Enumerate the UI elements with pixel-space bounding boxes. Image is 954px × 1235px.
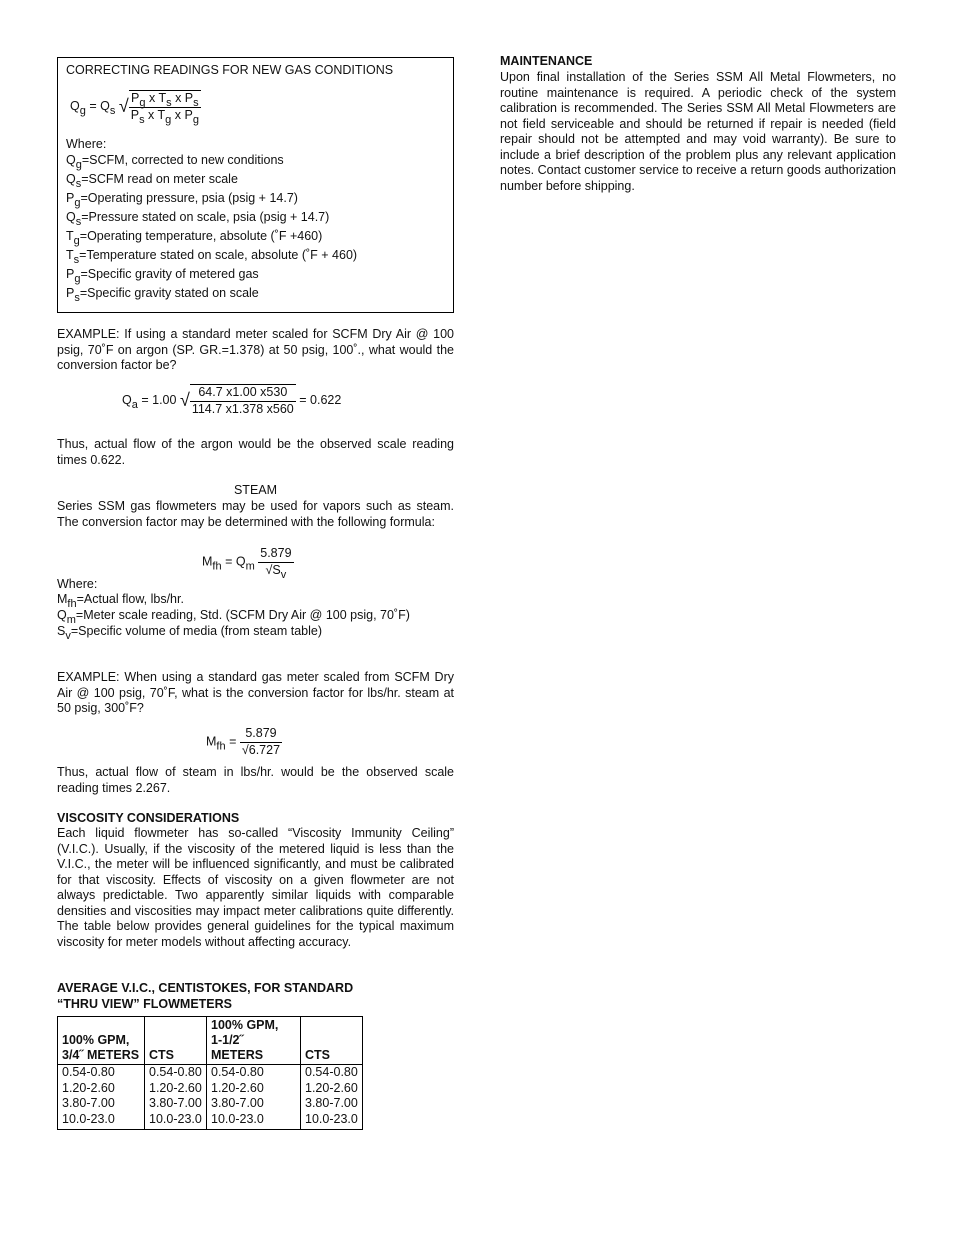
definition-item: $T_s=Temperature$ stated on scale, absolute (˚F + 460) xyxy=(66,248,358,266)
table-row: 3.80-7.00 3.80-7.00 3.80-7.00 3.80-7.00 xyxy=(58,1096,363,1112)
definition-item: $S_v=Specific$ volume of media (from steam table) xyxy=(57,624,322,642)
column-header: 100% GPM, 3/4˝ METERS xyxy=(58,1017,145,1065)
column-header: 100% GPM, 1-1/2˝ METERS xyxy=(207,1017,301,1065)
box-where: Where: xyxy=(66,137,107,151)
gas-formula: $Q_g = Q_s$ √ $\frac{P_g x T_s x P_s}{P_s x T_g x P_g}$ xyxy=(70,91,199,126)
column-header: CTS xyxy=(145,1017,207,1065)
table-header-row xyxy=(58,1017,363,1065)
argon-formula: $Q_a = 1.00$ √ $\frac{64.7 x1.00 x530}{114.7 x1.378 x560}$ = 0.622 xyxy=(122,385,342,416)
steam-example-formula: $M_{fh}$ = $\frac{5.879}{√6.727}$ xyxy=(206,726,281,757)
viscosity-heading: VISCOSITY CONSIDERATIONS xyxy=(57,811,240,825)
column-header: CTS xyxy=(301,1017,363,1065)
table-row: 1.20-2.60 1.20-2.60 1.20-2.60 1.20-2.60 xyxy=(58,1081,363,1097)
definition-item: $Q_s=SCFM$ read on meter scale xyxy=(66,172,238,190)
table-title: AVERAGE V.I.C., CENTISTOKES, FOR STANDARD “THRU VIEW” FLOWMETERS xyxy=(57,981,354,1011)
steam-formula: $M_{fh} = Q_m$ $\frac{5.879}{√S_v}$ xyxy=(202,546,292,581)
steam-where: Where: xyxy=(57,577,98,591)
definition-item: $Q_g=SCFM$, corrected to new conditions xyxy=(66,153,284,171)
example2-text: EXAMPLE: When using a standard gas meter scaled from SCFM Dry Air @ 100 psig, 70˚F, what is the conversion factor for lbs/hr. steam at 50 psig, 300˚F? xyxy=(57,670,454,715)
definition-item: $P_g=Specific$ gravity of metered gas xyxy=(66,267,259,285)
table-row: 0.54-0.80 0.54-0.80 0.54-0.80 0.54-0.80 xyxy=(58,1065,363,1081)
example1-conclusion: Thus, actual flow of the argon would be the observed scale reading times 0.622. xyxy=(57,437,454,467)
viscosity-text: Each liquid flowmeter has so-called “Viscosity Immunity Ceiling” (V.I.C.). Usually, if the viscosity of the metered liquid is less than the V.I.C., the meter will be influenced significantly, and must be calibrated for that viscosity. Effects of viscosity on a given flowmeter are not always predictable. Two apparently similar liquids with comparable densities and viscosities may impact meter calibrations quite differently. The table below provides general guidelines for the typical maximum viscosity for meter models without affecting accuracy. xyxy=(57,826,454,949)
definition-item: $M_{fh}=Actual$ flow, lbs/hr. xyxy=(57,592,184,610)
definition-item: $P_s=Specific$ gravity stated on scale xyxy=(66,286,259,304)
maintenance-text: Upon final installation of the Series SSM All Metal Flowmeters, no routine maintenance is required. A periodic check of the system calibration is recommended. The Series SSM All Metal Flowmeters are not field serviceable and should be returned if repair is needed (field repair should not be attempted and may void warranty). Be sure to include a brief description of the problem plus any relevant application notes. Contact customer service to receive a return goods authorization number before shipping. xyxy=(500,70,896,193)
definition-item: $T_g=Operating$ temperature, absolute (˚F +460) xyxy=(66,229,323,247)
gas-correction-box xyxy=(57,57,454,313)
steam-heading: STEAM xyxy=(233,483,278,497)
sqrt-symbol: √ xyxy=(179,389,190,410)
definition-item: $Q_m=Meter$ scale reading, Std. (SCFM Dry Air @ 100 psig, 70˚F) xyxy=(57,608,410,626)
definition-item: $Q_s=Pressure$ stated on scale, psia (psig + 14.7) xyxy=(66,210,330,228)
maintenance-heading: MAINTENANCE xyxy=(500,54,593,68)
box-title: CORRECTING READINGS FOR NEW GAS CONDITIONS xyxy=(66,63,394,77)
definition-item: $P_g=Operating$ pressure, psia (psig + 14.7) xyxy=(66,191,298,209)
vic-table xyxy=(57,1016,363,1130)
box-definitions xyxy=(66,151,357,303)
sqrt-symbol: √ xyxy=(118,95,129,116)
example1-text: EXAMPLE: If using a standard meter scaled for SCFM Dry Air @ 100 psig, 70˚F on argon (SP. GR.=1.378) at 50 psig, 100˚., what would the conversion factor be? xyxy=(57,327,454,372)
steam-definitions xyxy=(57,592,410,640)
table-row: 10.0-23.0 10.0-23.0 10.0-23.0 10.0-23.0 xyxy=(58,1112,363,1130)
steam-text: Series SSM gas flowmeters may be used for vapors such as steam. The conversion factor may be determined with the following formula: xyxy=(57,499,454,529)
example2-conclusion: Thus, actual flow of steam in lbs/hr. would be the observed scale reading times 2.267. xyxy=(57,765,454,795)
